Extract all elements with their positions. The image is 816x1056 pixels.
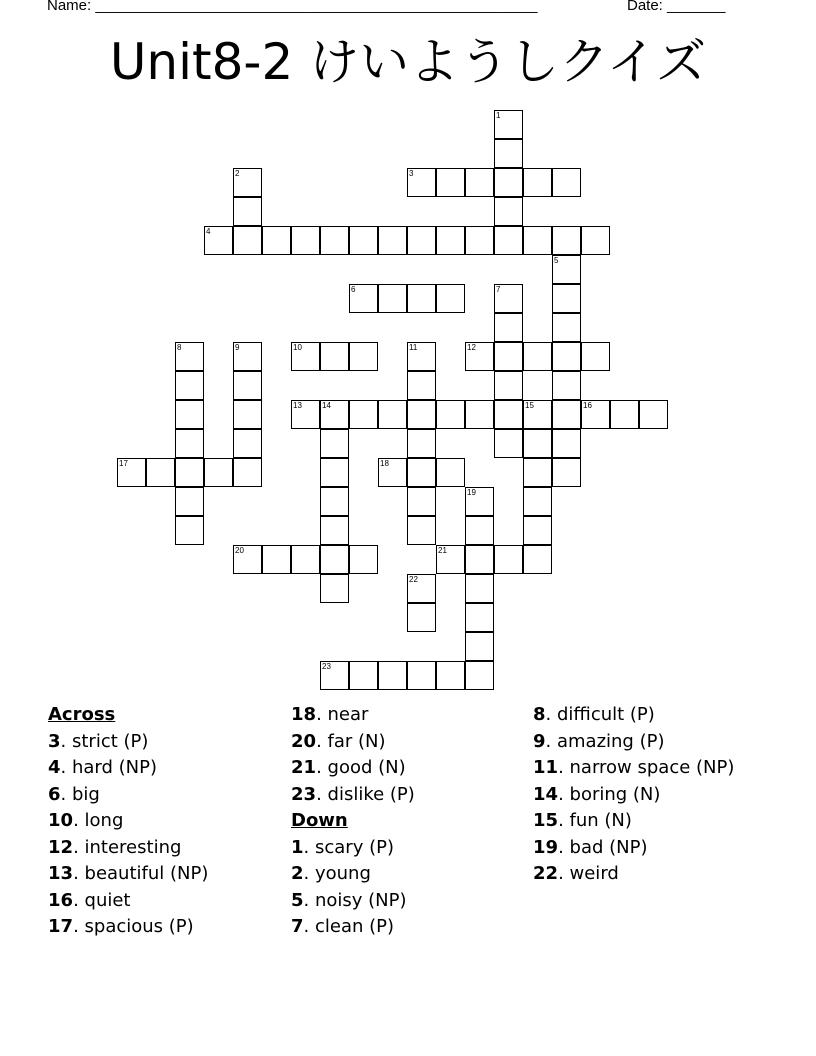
cell-number: 11 xyxy=(409,343,418,352)
grid-cell[interactable] xyxy=(291,545,320,574)
grid-cell[interactable] xyxy=(552,458,581,487)
grid-cell[interactable] xyxy=(494,429,523,458)
grid-cell[interactable] xyxy=(407,458,436,487)
grid-cell[interactable] xyxy=(233,371,262,400)
grid-cell[interactable] xyxy=(523,545,552,574)
grid-cell[interactable] xyxy=(465,574,494,603)
grid-cell[interactable] xyxy=(175,458,204,487)
date-field-label: Date: _______ xyxy=(627,0,726,14)
grid-cell[interactable] xyxy=(552,313,581,342)
grid-cell[interactable] xyxy=(349,661,378,690)
grid-cell[interactable] xyxy=(465,632,494,661)
cell-number: 9 xyxy=(235,343,240,352)
down-heading: Down xyxy=(291,810,348,831)
grid-cell[interactable] xyxy=(465,400,494,429)
grid-cell[interactable] xyxy=(523,168,552,197)
grid-cell[interactable] xyxy=(320,342,349,371)
clue-across-16: 16. quiet xyxy=(48,889,131,911)
grid-cell[interactable] xyxy=(494,400,523,429)
cell-number: 15 xyxy=(525,401,534,410)
clue-across-4: 4. hard (NP) xyxy=(48,757,158,778)
clue-down-19: 19. bad (NP) xyxy=(533,836,648,858)
grid-cell[interactable] xyxy=(146,458,175,487)
grid-cell[interactable] xyxy=(523,516,552,545)
clue-across-21: 21. good (N) xyxy=(291,757,406,778)
grid-cell[interactable] xyxy=(378,226,407,255)
grid-cell[interactable] xyxy=(639,400,668,429)
grid-cell[interactable] xyxy=(233,429,262,458)
grid-cell[interactable] xyxy=(552,168,581,197)
grid-cell[interactable] xyxy=(407,400,436,429)
cell-number: 22 xyxy=(409,575,418,584)
grid-cell[interactable] xyxy=(349,545,378,574)
grid-cell[interactable] xyxy=(610,400,639,429)
grid-cell[interactable] xyxy=(436,400,465,429)
grid-cell[interactable] xyxy=(175,400,204,429)
grid-cell[interactable] xyxy=(436,661,465,690)
cell-number: 1 xyxy=(496,111,501,120)
clue-down-8: 8. difficult (P) xyxy=(533,704,655,725)
clue-down-7: 7. clean (P) xyxy=(291,916,395,937)
grid-cell[interactable] xyxy=(523,342,552,371)
grid-cell[interactable] xyxy=(407,226,436,255)
clue-across-10: 10. long xyxy=(48,810,124,831)
grid-cell[interactable] xyxy=(262,545,291,574)
grid-cell[interactable] xyxy=(175,429,204,458)
grid-cell[interactable] xyxy=(407,371,436,400)
grid-cell[interactable] xyxy=(465,226,494,255)
cell-number: 14 xyxy=(322,401,331,410)
page-title: Unit8-2 けいようしクイズ xyxy=(109,33,707,91)
clue-across-18: 18. near xyxy=(291,704,369,725)
clue-across-12: 12. interesting xyxy=(48,836,182,858)
grid-cell[interactable] xyxy=(494,139,523,168)
cell-number: 23 xyxy=(322,662,331,671)
clue-down-1: 1. scary (P) xyxy=(291,836,394,858)
cell-number: 3 xyxy=(409,169,414,178)
cell-number: 4 xyxy=(206,227,211,236)
grid-cell[interactable] xyxy=(552,371,581,400)
grid-cell[interactable] xyxy=(465,603,494,632)
cell-number: 20 xyxy=(235,546,244,555)
cell-number: 21 xyxy=(438,546,447,555)
grid-cell[interactable] xyxy=(349,342,378,371)
clue-down-11: 11. narrow space (NP) xyxy=(533,757,735,778)
cell-number: 7 xyxy=(496,285,501,294)
cell-number: 10 xyxy=(293,343,302,352)
grid-cell[interactable] xyxy=(407,661,436,690)
grid-cell[interactable] xyxy=(378,400,407,429)
grid-cell[interactable] xyxy=(320,545,349,574)
grid-cell[interactable] xyxy=(291,226,320,255)
across-heading: Across xyxy=(48,704,116,725)
grid-cell[interactable] xyxy=(523,429,552,458)
cell-number: 16 xyxy=(583,401,592,410)
grid-cell[interactable] xyxy=(320,458,349,487)
cell-number: 12 xyxy=(467,343,476,352)
grid-cell[interactable] xyxy=(465,168,494,197)
grid-cell[interactable] xyxy=(407,516,436,545)
grid-cell[interactable] xyxy=(407,487,436,516)
clue-column-3 xyxy=(533,702,734,888)
grid-cell[interactable] xyxy=(262,226,291,255)
grid-cell[interactable] xyxy=(523,458,552,487)
grid-cell[interactable] xyxy=(552,284,581,313)
grid-cell[interactable] xyxy=(494,197,523,226)
grid-cell[interactable] xyxy=(407,429,436,458)
name-field-label: Name: _____________________________________________________ xyxy=(47,0,538,14)
grid-cell[interactable] xyxy=(175,516,204,545)
clue-down-22: 22. weird xyxy=(533,863,619,884)
cell-number: 6 xyxy=(351,285,356,294)
grid-cell[interactable] xyxy=(523,487,552,516)
grid-cell[interactable] xyxy=(494,371,523,400)
clue-across-3: 3. strict (P) xyxy=(48,730,149,752)
grid-cell[interactable] xyxy=(436,284,465,313)
clue-down-15: 15. fun (N) xyxy=(533,810,632,831)
grid-cell[interactable] xyxy=(523,226,552,255)
cell-number: 18 xyxy=(380,459,389,468)
grid-cell[interactable] xyxy=(349,400,378,429)
cell-number: 2 xyxy=(235,169,240,178)
grid-cell[interactable] xyxy=(581,342,610,371)
grid-cell[interactable] xyxy=(494,313,523,342)
grid-cell[interactable] xyxy=(320,574,349,603)
clue-across-17: 17. spacious (P) xyxy=(48,916,194,937)
clue-column-2 xyxy=(291,702,415,941)
grid-cell[interactable] xyxy=(436,168,465,197)
grid-cell[interactable] xyxy=(494,168,523,197)
clue-down-2: 2. young xyxy=(291,863,371,884)
grid-cell[interactable] xyxy=(407,603,436,632)
grid-cell[interactable] xyxy=(552,400,581,429)
grid-cell[interactable] xyxy=(378,284,407,313)
clue-across-13: 13. beautiful (NP) xyxy=(48,863,209,884)
grid-cell[interactable] xyxy=(494,226,523,255)
clue-across-20: 20. far (N) xyxy=(291,730,386,752)
grid-cell[interactable] xyxy=(233,400,262,429)
grid-cell[interactable] xyxy=(465,516,494,545)
grid-cell[interactable] xyxy=(407,284,436,313)
clue-down-5: 5. noisy (NP) xyxy=(291,889,407,911)
grid-cell[interactable] xyxy=(320,487,349,516)
clue-across-6: 6. big xyxy=(48,783,100,805)
clue-down-14: 14. boring (N) xyxy=(533,783,661,805)
grid-cell[interactable] xyxy=(233,197,262,226)
grid-cell[interactable] xyxy=(320,516,349,545)
grid-cell[interactable] xyxy=(175,371,204,400)
grid-cell[interactable] xyxy=(494,545,523,574)
grid-cell[interactable] xyxy=(233,226,262,255)
grid-cell[interactable] xyxy=(581,226,610,255)
clue-column-1 xyxy=(48,702,208,941)
grid-cell[interactable] xyxy=(320,429,349,458)
grid-cell[interactable] xyxy=(552,429,581,458)
grid-cell[interactable] xyxy=(349,226,378,255)
grid-cell[interactable] xyxy=(465,545,494,574)
grid-cell[interactable] xyxy=(552,226,581,255)
grid-cell[interactable] xyxy=(436,226,465,255)
cell-number: 19 xyxy=(467,488,476,497)
grid-cell[interactable] xyxy=(552,342,581,371)
grid-cell[interactable] xyxy=(175,487,204,516)
clue-down-9: 9. amazing (P) xyxy=(533,730,665,752)
grid-cell[interactable] xyxy=(436,458,465,487)
cell-number: 17 xyxy=(119,459,128,468)
grid-cell[interactable] xyxy=(233,458,262,487)
clue-across-23: 23. dislike (P) xyxy=(291,783,415,805)
grid-cell[interactable] xyxy=(204,458,233,487)
cell-number: 13 xyxy=(293,401,302,410)
grid-cell[interactable] xyxy=(320,226,349,255)
grid-cell[interactable] xyxy=(378,661,407,690)
cell-number: 8 xyxy=(177,343,182,352)
cell-number: 5 xyxy=(554,256,559,265)
grid-cell[interactable] xyxy=(494,342,523,371)
grid-cell[interactable] xyxy=(465,661,494,690)
